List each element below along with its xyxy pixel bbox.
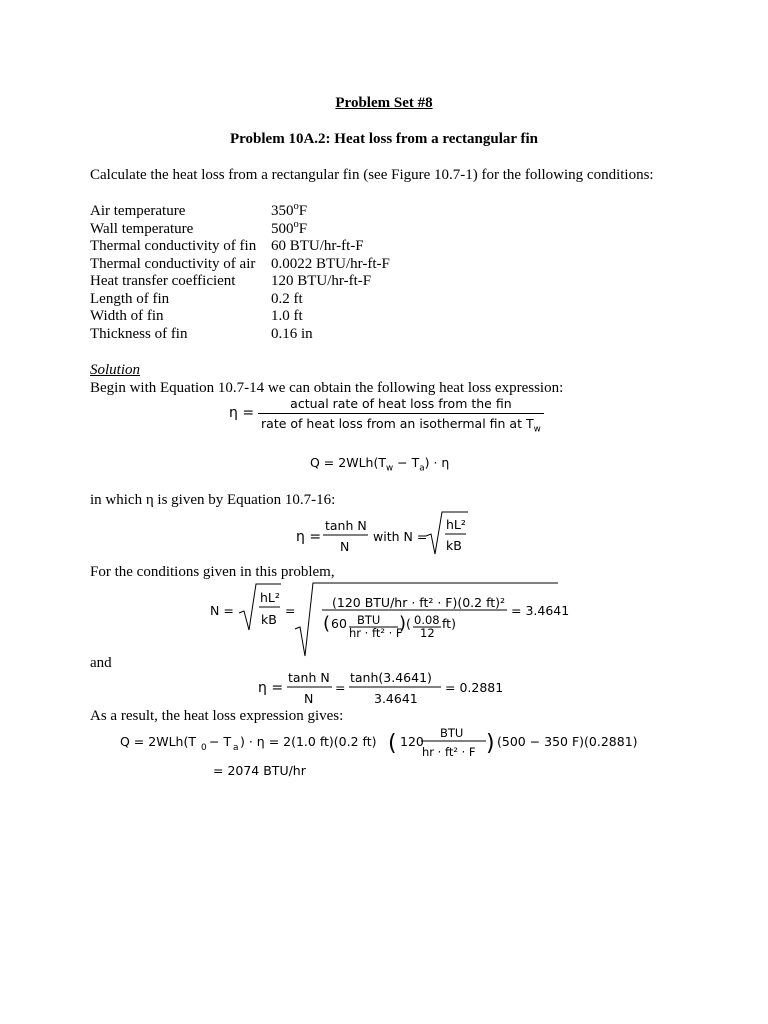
- eta-result: = 0.2881: [445, 680, 504, 695]
- and-text: and: [90, 655, 112, 671]
- conditions-intro: For the conditions given in this problem,: [90, 564, 335, 580]
- efficiency-denominator: rate of heat loss from an isothermal fin at $T_w$: [258, 413, 544, 431]
- eta-calculation: [258, 666, 504, 710]
- svg-text:tanh N: tanh N: [288, 670, 330, 685]
- svg-text:hL²: hL²: [260, 590, 280, 605]
- condition-value: 350$^o$F: [271, 201, 308, 219]
- svg-text:with N =: with N =: [373, 529, 428, 544]
- heat-loss-expression: $Q = 2WLh(T_w - T_a) \cdot \eta$: [310, 455, 450, 474]
- svg-text:ft): ft): [442, 616, 456, 631]
- final-heat-loss-calculation: [120, 720, 660, 780]
- condition-value: 0.0022 BTU/hr-ft-F: [271, 255, 390, 272]
- condition-value: 60 BTU/hr-ft-F: [271, 238, 364, 254]
- condition-name: Air temperature: [90, 203, 186, 219]
- svg-text:0.08: 0.08: [414, 613, 440, 627]
- efficiency-numerator: actual rate of heat loss from the fin: [290, 396, 512, 411]
- svg-text:(500 − 350 F)(0.2881): (500 − 350 F)(0.2881): [497, 734, 638, 749]
- svg-text:N =: N =: [210, 603, 234, 618]
- document-title: Problem Set #8: [335, 95, 433, 111]
- svg-text:12: 12: [420, 626, 435, 640]
- final-result: = 2074 BTU/hr: [213, 763, 306, 778]
- svg-text:BTU: BTU: [357, 613, 381, 627]
- svg-text:BTU: BTU: [440, 726, 464, 740]
- svg-text:120: 120: [400, 734, 424, 749]
- problem-statement: Calculate the heat loss from a rectangular fin (see Figure 10.7-1) for the following conditions:: [90, 167, 654, 183]
- eta-intro: in which η is given by Equation 10.7-16:: [90, 492, 336, 508]
- svg-text:tanh N: tanh N: [325, 518, 367, 533]
- n-result: = 3.4641: [511, 603, 570, 618]
- condition-value: 500$^o$F: [271, 218, 308, 237]
- svg-text:kB: kB: [446, 538, 462, 553]
- svg-text:): ): [399, 613, 407, 634]
- problem-title: Problem 10A.2: Heat loss from a rectangular fin: [229, 131, 539, 147]
- svg-text:hL²: hL²: [446, 517, 466, 532]
- svg-text:0: 0: [201, 743, 207, 753]
- condition-name: Heat transfer coefficient: [90, 273, 236, 289]
- condition-name: Width of fin: [90, 308, 164, 324]
- svg-text:hr · ft² · F: hr · ft² · F: [349, 626, 403, 640]
- svg-text:η =: η =: [258, 680, 284, 696]
- svg-text:N: N: [340, 539, 350, 554]
- svg-text:(: (: [323, 613, 331, 634]
- condition-name: Wall temperature: [90, 220, 194, 237]
- svg-text:N: N: [304, 691, 314, 706]
- solution-heading: Solution: [90, 362, 141, 378]
- svg-text:3.4641: 3.4641: [374, 691, 418, 706]
- svg-text:(: (: [406, 616, 411, 631]
- condition-name: Length of fin: [90, 290, 170, 307]
- condition-value: 0.2 ft: [271, 290, 303, 307]
- condition-value: 0.16 in: [271, 325, 313, 342]
- svg-text:=: =: [335, 680, 346, 695]
- svg-text:hr · ft² · F: hr · ft² · F: [422, 745, 476, 759]
- svg-text:a: a: [233, 743, 239, 753]
- svg-text:60: 60: [331, 616, 347, 631]
- svg-text:Q = 2WLh(T: Q = 2WLh(T: [120, 734, 196, 749]
- svg-text:kB: kB: [261, 612, 277, 627]
- condition-value: 1.0 ft: [271, 308, 303, 324]
- condition-value: 120 BTU/hr-ft-F: [271, 273, 372, 289]
- svg-text:=: =: [285, 603, 296, 618]
- efficiency-formula: [296, 510, 476, 560]
- condition-name: Thermal conductivity of air: [90, 255, 256, 272]
- n-calculation: [210, 580, 570, 660]
- efficiency-definition: η = $\frac{\text{actual rate of heat loss from the fin}}{rate of heat loss from an isothermal fin at T_w}$: [229, 396, 544, 431]
- svg-text:): ): [486, 731, 495, 756]
- result-intro: As a result, the heat loss expression gives:: [90, 708, 344, 724]
- svg-text:(: (: [388, 731, 397, 756]
- svg-text:) · η = 2(1.0 ft)(0.2 ft): ) · η = 2(1.0 ft)(0.2 ft): [240, 734, 377, 749]
- condition-name: Thermal conductivity of fin: [90, 238, 257, 254]
- svg-text:− T: − T: [209, 734, 232, 749]
- svg-text:(120 BTU/hr · ft² · F)(0.2 ft): (120 BTU/hr · ft² · F)(0.2 ft)²: [332, 595, 506, 610]
- svg-text:tanh⁡(3.4641): tanh⁡(3.4641): [350, 670, 432, 685]
- condition-name: Thickness of fin: [90, 325, 188, 342]
- svg-text:η =: η =: [296, 529, 322, 545]
- solution-intro: Begin with Equation 10.7-14 we can obtain the following heat loss expression:: [90, 380, 564, 396]
